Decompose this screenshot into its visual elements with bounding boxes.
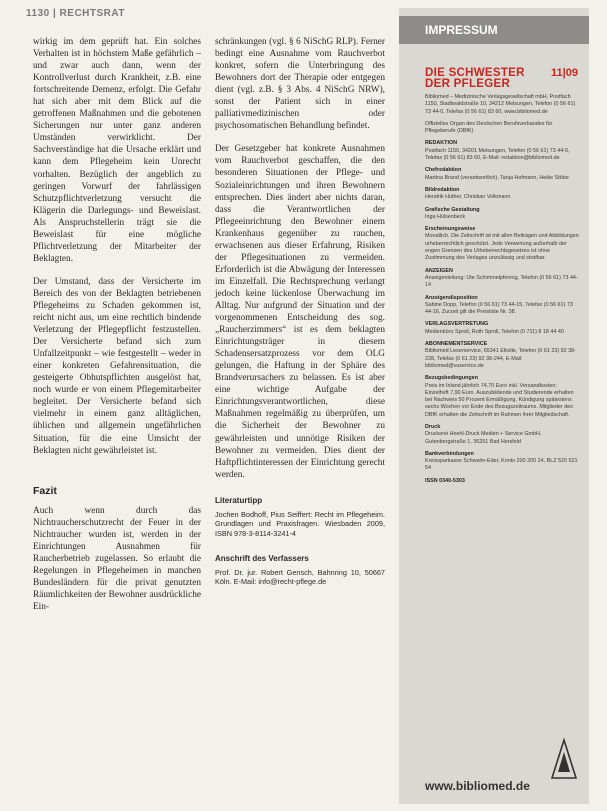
imp-heading: Druck — [425, 423, 441, 430]
imp-text: Sabine Dopp, Telefon (0 56 61) 73 44-15, Telefax (0 56 61) 73 44-16, Zurzeit gilt die Preisliste Nr. 38. — [425, 301, 573, 316]
paragraph: Auch wenn durch das Nichtraucherschutzrecht der Feuer in der Nichtraucher wurden ist, werden in der Einrichtungen Ausnahmen für Raucherbetrieb zugelassen. So erlaubt die Regelungen in Pflegeheimen in manchen Bundesländern für die privat genutzten Räumlichkeiten der Bewohner ausdrückliche Ein- — [33, 505, 201, 613]
paragraph: Der Umstand, dass der Versicherte im Bereich des von der Beklagten betriebenen Pflegeheims zu Schaden gekommen ist, reicht nicht aus, um eine rechtlich bindende Verletzung der Pflegepflicht festzustellen. Der Versicherte befand sich zum Unfallzeitpunkt – wie festgestellt – weder in einer konkreten Gefahrensituation, die gesteigerte Obhutspflichten ausgelöst hat, noch wurde er von einem Pflegemitarbeiter begleitet. Der Versicherte befand sich vielmehr in einem ganz alltäglichen, üblichen und allgemein ungefährlichen Situation, für die eine Umsicht der Beklagten nicht gewährleistet ist. — [33, 276, 201, 456]
impressum-banner: IMPRESSUM — [399, 16, 589, 44]
paragraph: wirkig im dem geprüft hat. Ein solches Verhalten ist in höchstem Maße gefährlich – und zwar auch dann, wenn der Kontrollverlust durch Krankheit, z.B. eine fortschreitende Demenz, erfolgt. Die Gefahr hat sich aber mit dem Blick auf die getroffenen Maßnahmen und die gebotenen Sicherungen nur unter ganz anderen Umständen verwirklicht. Der Sachverständige hat die Ursache erklärt und kann dem Pflegeheim kein Unrecht vorhalten. Bezüglich der angeblich zu geringen Vorwurf der fahrlässigen Schutzpflichtverletzung versucht die Klägerin die Darlegungs- und Beweislast. Als Anspruchstellerin trägt sie die Beweislast für eine mögliche Pflichtverletzung der Mitarbeiter der Beklagten. — [33, 37, 201, 264]
imp-text: Kreissparkasse Schwalm-Eder, Konto 200 200 24, BLZ 520 521 54 — [425, 458, 578, 472]
author-address-text: Prof. Dr. jur. Robert Gensch, Bahnring 10, 50667 Köln. E-Mail: info@recht-pflege.de — [215, 567, 385, 587]
imp-text: Hendrik Hüther, Christian Volkmann — [425, 194, 511, 201]
literature-text: Jochen Bodhoff, Pius Seiffert: Recht im Pflegeheim. Grundlagen und Praxisfragen. Wiesbaden 2009, ISBN 978-3-8114-3241-4 — [215, 509, 385, 538]
publisher-emblem-icon — [551, 738, 577, 780]
imp-heading: Erscheinungsweise — [425, 226, 476, 233]
imp-heading: Anzeigendisposition — [425, 294, 478, 301]
imp-heading: ANZEIGEN — [425, 267, 453, 274]
paragraph: Der Gesetzgeber hat konkrete Ausnahmen vom Rauchverbot geschaffen, die den besonderen Situationen der Pflege- und Sozialeinrichtungen und ihren Bewohnern entsprechen. Dies ändert aber nichts daran, dass die Verantwortlichen der Pflegeeinrichtung den Bewohner einem Krankenhaus gegenüber zu rauchen, erwachsenen aus dieser Erfahrung, Risiken der Pflegesituationen zu vermeiden. Erforderlich ist die Abwägung der Interessen im Einzelfall. Die Rechtsprechung verlangt jedoch keine lückenlose Überwachung im Alltag. Nur aufgrund der Situation und der vorgenommenen Entscheidung des sog. „Raucherzimmers“ ist es dem beklagten Einrichtungsträger in diesem Schadensersatzprozess vor dem OLG gelungen, die Haftung in der Sphäre des Brandverursachers zu belassen. Es ist aber eine wichtige Aufgabe der Einrichtungsverantwortlichen, diese Maßnahmen regelmäßig zu überprüfen, um die Sicherheit der Bewohner zu gewährleisten und unnötige Risiken der Bewohner zu vermeiden. Dies dient der Haftpflichtinteressen der Einrichtung gerecht werden. — [215, 144, 385, 480]
imp-text: Anzeigenleitung: Ute Schimmelpfennig, Telefon (0 56 61) 73 44-14 — [425, 274, 578, 289]
imp-text: Inga Hülsenbeck — [425, 213, 466, 220]
section-heading-fazit: Fazit — [33, 484, 57, 497]
text-column-left — [33, 36, 201, 624]
issue-number: 11|09 — [551, 67, 578, 79]
imp-heading: Chefredaktion — [425, 167, 462, 174]
page-header: 1130 | RECHTSRAT — [26, 8, 125, 19]
paragraph: schränkungen (vgl. § 6 NiSchG RLP). Ferner bedingt eine Ausnahme vom Rauchverbot konkret, sofern die Unterbringung des Bewohners dort der Therapie oder entgegen dient (vgl. z.B. § 3 Abs. 4 NiSchG NRW), sonst der Patient sich in einer palliativmedizinischen oder psychosomatischen Behandlung befindet. — [215, 37, 385, 132]
imp-text: Preis im Inland jährlich 74,70 Euro inkl. Versandkosten; Einzelheft 7,90 Euro. Auszubildende und Studierende erhalten bei Nachweis 50 Prozent Ermäßigung. Kündigung spätestens sechs Wochen vor Ende des Bezugszeitraums. Mitglieder des DBfK erhalten die Zeitschrift im Rahmen ihrer Mitgliedschaft. — [425, 382, 574, 418]
imp-heading: Bankverbindungen — [425, 450, 474, 457]
impressum-body — [425, 94, 580, 485]
imp-text: Bibliomed Leserservice, 65341 Eltville, Telefon (0 61 23) 92 38-228, Telefax (0 61 23) 92 38-244, E-Mail: bibliomed@vuservice.de — [425, 348, 576, 369]
imp-heading: Grafische Gestaltung — [425, 206, 480, 213]
imp-text: Medienbüro Sproll, Ruth Sproll, Telefon (0 711) 8 18 44 40 — [425, 328, 564, 335]
imp-heading: Bildredaktion — [425, 186, 460, 193]
imp-text: Martina Brand (verantwortlich), Tanja Hofmann, Heike Stöbe — [425, 174, 569, 181]
website-url: www.bibliomed.de — [425, 779, 530, 793]
imp-text: Monatlich. Die Zeitschrift ist mit allen Beiträgen und Abbildungen urheberrechtlich geschützt. Jede Verwertung außerhalb der engen Grenzen des Urheberrechtsgesetzes ist ohne Zustimmung des Verlages unzulässig und strafbar. — [425, 233, 579, 262]
organ-info: Offizielles Organ des Deutschen Berufsverbandes für Pflegeberufe (DBfK) — [425, 120, 553, 135]
logo-line-1: DIE SCHWESTER — [425, 67, 525, 79]
publisher-info: Bibliomed – Medizinische Verlagsgesellschaft mbH, Postfach 1150, Stadtwaldstraße 10, 34212 Melsungen, Telefon (0 56 61) 73 44-0, Telefax (0 56 61) 83 60, www.bibliomed.de — [425, 94, 576, 115]
impressum-sidebar — [399, 8, 589, 804]
imp-heading: VERLAGSVERTRETUNG — [425, 321, 489, 328]
author-address-heading: Anschrift des Verfassers — [215, 553, 309, 563]
imp-heading: ABONNEMENTSERVICE — [425, 341, 488, 348]
imp-text: Postfach 1150, 34201 Melsungen, Telefon (0 56 61) 73 44-0, Telefax (0 56 61) 83 60, E-Mail: redaktion@bibliomed.de — [425, 147, 570, 162]
literature-heading: Literaturtipp — [215, 495, 263, 505]
imp-heading: REDAKTION — [425, 140, 458, 147]
logo-line-2: DER PFLEGER — [425, 78, 511, 90]
issn: ISSN 0340-5303 — [425, 477, 465, 484]
imp-text: Druckerei Hoehl-Druck Medien + Service GmbH, Gutenbergstraße 1, 36251 Bad Hersfeld — [425, 431, 542, 445]
imp-heading: Bezugsbedingungen — [425, 375, 479, 382]
text-column-middle — [215, 36, 385, 598]
